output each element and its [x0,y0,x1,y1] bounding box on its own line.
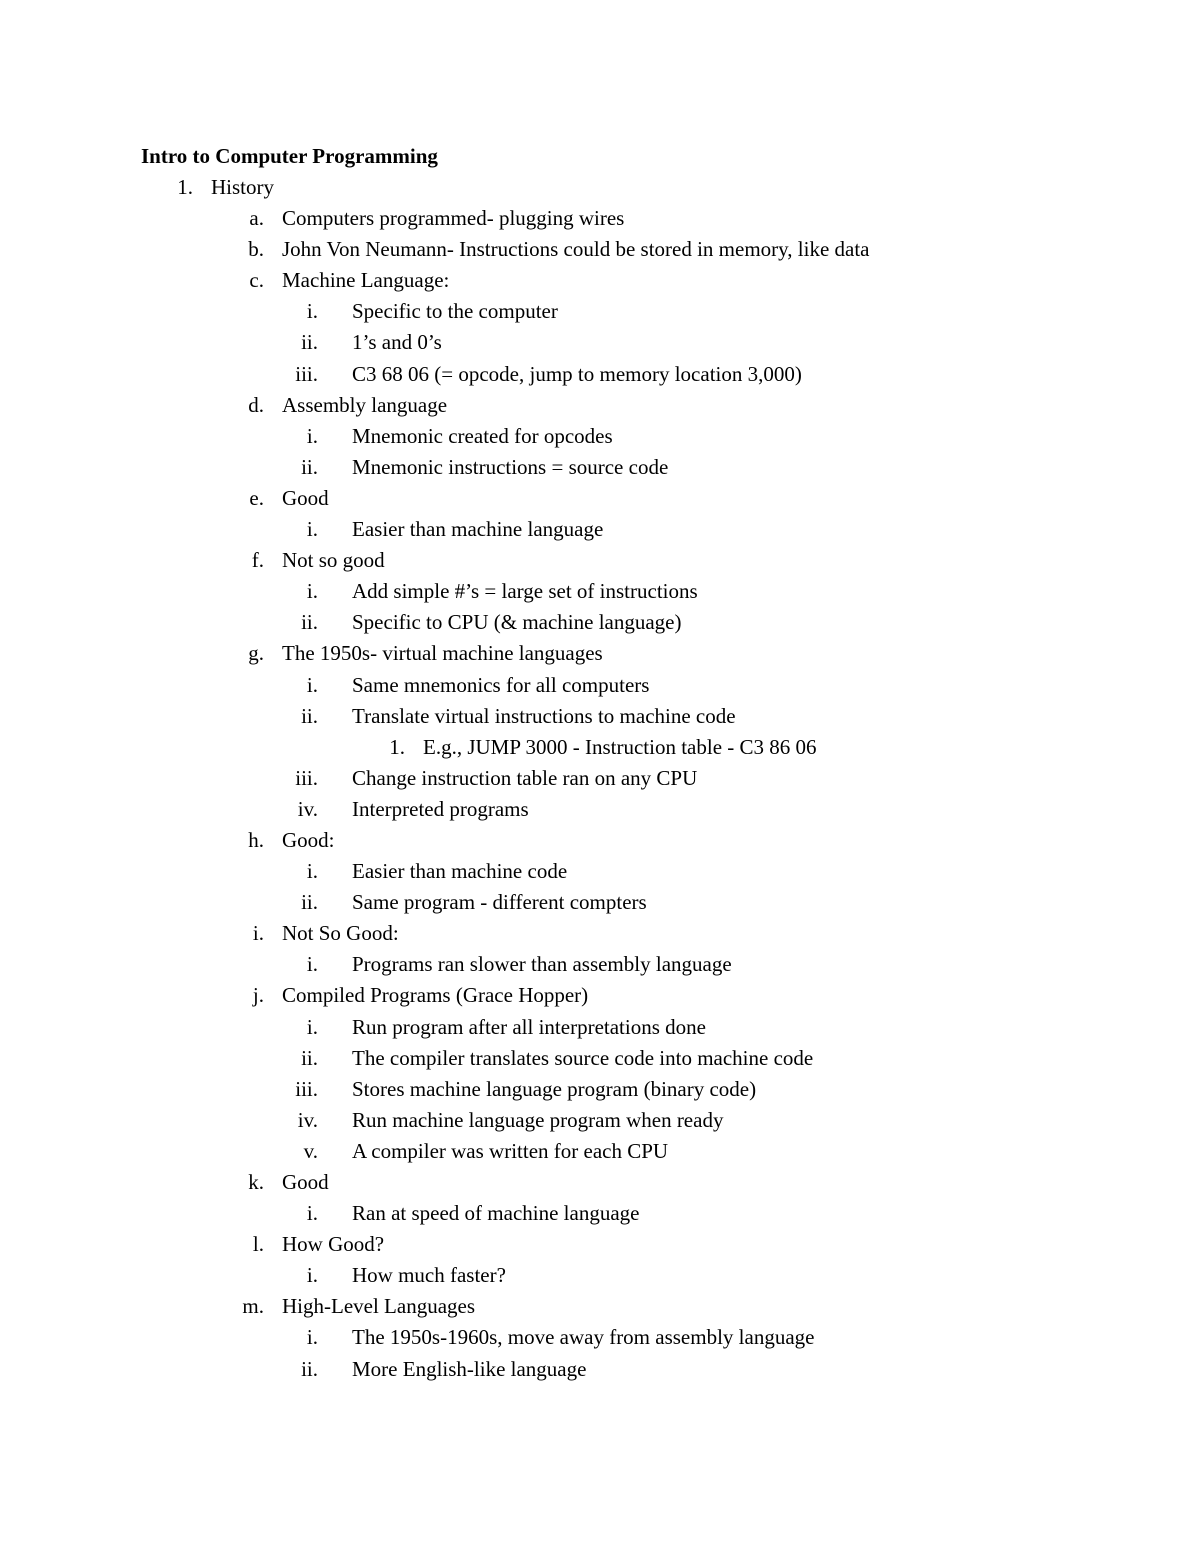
outline-marker: i. [252,921,264,946]
outline-text: The compiler translates source code into machine code [352,1045,814,1070]
outline-text: John Von Neumann- Instructions could be stored in memory, like data [282,237,870,262]
outline-text: Add simple #’s = large set of instructions [352,579,698,604]
outline-marker: k. [248,1170,264,1194]
outline-marker: ii. [301,454,318,479]
outline-item-level-3 [0,576,1200,607]
outline-item-level-3 [0,670,1200,701]
outline-text: E.g., JUMP 3000 - Instruction table - C3 86 06 [423,734,817,759]
outline-marker: ii. [301,890,318,915]
outline-item-level-3 [0,296,1200,327]
outline-item-level-3 [0,1105,1200,1136]
outline-item-level-2 [0,390,1200,421]
outline-item-level-2 [0,825,1200,856]
outline-text: Mnemonic instructions = source code [352,454,669,479]
outline-text: Good [282,1170,329,1194]
outline-item-level-3 [0,452,1200,483]
outline-marker: iv. [297,796,318,821]
outline-marker: i. [306,579,318,604]
outline-item-level-3 [0,794,1200,825]
outline-text: Mnemonic created for opcodes [352,423,613,448]
outline-item-level-3 [0,1354,1200,1385]
outline-item-level-3 [0,1198,1200,1229]
outline-marker: i. [306,1263,318,1288]
outline-marker: i. [306,1014,318,1039]
outline-item-level-3 [0,514,1200,545]
outline-text: Assembly language [282,392,448,417]
outline-item-level-3 [0,1012,1200,1043]
outline-text: Specific to the computer [352,299,558,324]
outline-item-level-3 [0,327,1200,358]
outline-text: Not so good [282,548,385,573]
outline-item-level-1 [0,172,1200,203]
outline-item-level-3 [0,1260,1200,1291]
outline-text: How much faster? [352,1263,506,1288]
outline-item-level-3 [0,763,1200,794]
outline-marker: i. [306,517,318,542]
outline-text: Same program - different compters [352,890,647,915]
outline-text: How Good? [282,1232,385,1257]
outline-marker: i. [306,1201,318,1226]
outline-text: Specific to CPU (& machine language) [352,610,682,635]
outline-item-level-3 [0,701,1200,732]
outline-marker: i. [306,423,318,448]
outline-text: More English-like language [352,1356,587,1381]
outline-marker: h. [248,827,264,852]
outline-item-level-2 [0,1167,1200,1198]
outline-text: Computers programmed- plugging wires [282,206,625,231]
outline-marker: g. [248,641,264,666]
outline-item-level-3 [0,1136,1200,1167]
outline-text: Machine Language: [282,268,450,293]
outline-marker: ii. [301,703,318,728]
outline-text: Stores machine language program (binary code) [352,1076,757,1101]
outline-item-level-4 [0,732,1200,763]
outline-marker: i. [306,1325,318,1350]
outline-marker: iii. [295,765,318,790]
outline-text: Good [282,485,329,510]
outline-marker: a. [249,206,264,231]
document-title: Intro to Computer Programming [141,144,438,168]
outline-item-level-3 [0,887,1200,918]
outline-item-level-2 [0,638,1200,669]
outline-text: High-Level Languages [282,1294,476,1319]
outline-marker: i. [306,299,318,324]
outline-marker: l. [252,1232,264,1257]
outline-marker: iii. [295,361,318,386]
outline-marker: 1. [177,175,193,199]
outline-text: Not So Good: [282,921,399,946]
outline-item-level-3 [0,1074,1200,1105]
outline-text: Change instruction table ran on any CPU [352,765,698,790]
outline-text: Same mnemonics for all computers [352,672,650,697]
outline-text: Good: [282,827,335,852]
outline-item-level-2 [0,918,1200,949]
outline-text: Compiled Programs (Grace Hopper) [282,983,589,1008]
outline-item-level-3 [0,421,1200,452]
outline-item-level-3 [0,1322,1200,1353]
outline-item-level-3 [0,607,1200,638]
outline-text: Run program after all interpretations done [352,1014,706,1039]
outline-marker: b. [248,237,264,262]
outline-marker: j. [252,983,264,1008]
outline-marker: c. [249,268,264,293]
outline-text: A compiler was written for each CPU [352,1138,669,1163]
outline-marker: i. [306,672,318,697]
outline-marker: ii. [301,610,318,635]
outline-text: 1’s and 0’s [352,330,442,355]
outline-list [0,172,1200,1385]
outline-marker: e. [249,485,264,510]
outline-item-level-3 [0,359,1200,390]
outline-text: Easier than machine language [352,517,604,542]
outline-marker: ii. [301,1045,318,1070]
outline-text: Interpreted programs [352,796,529,821]
outline-text: Programs ran slower than assembly language [352,952,732,977]
outline-item-level-2 [0,203,1200,234]
outline-text: Run machine language program when ready [352,1107,724,1132]
outline-marker: iv. [297,1107,318,1132]
outline-item-level-2 [0,483,1200,514]
outline-text: C3 68 06 (= opcode, jump to memory location 3,000) [352,361,802,386]
outline-text: The 1950s- virtual machine languages [282,641,603,666]
outline-marker: ii. [301,330,318,355]
outline-marker: 1. [389,734,405,759]
outline-marker: i. [306,859,318,884]
outline-item-level-3 [0,949,1200,980]
outline-text: Translate virtual instructions to machine code [352,703,736,728]
outline-item-level-2 [0,1229,1200,1260]
outline-item-level-2 [0,545,1200,576]
outline-item-level-2 [0,265,1200,296]
outline-text: History [211,175,274,199]
outline-item-level-3 [0,1043,1200,1074]
outline-marker: iii. [295,1076,318,1101]
outline-text: The 1950s-1960s, move away from assembly language [352,1325,815,1350]
outline-marker: d. [248,392,264,417]
outline-item-level-2 [0,234,1200,265]
outline-text: Easier than machine code [352,859,568,884]
outline-item-level-3 [0,856,1200,887]
outline-marker: m. [242,1294,264,1319]
outline-marker: f. [251,548,264,573]
outline-marker: ii. [301,1356,318,1381]
outline-text: Ran at speed of machine language [352,1201,640,1226]
outline-item-level-2 [0,980,1200,1011]
outline-item-level-2 [0,1291,1200,1322]
outline-marker: i. [306,952,318,977]
outline-marker: v. [303,1138,318,1163]
